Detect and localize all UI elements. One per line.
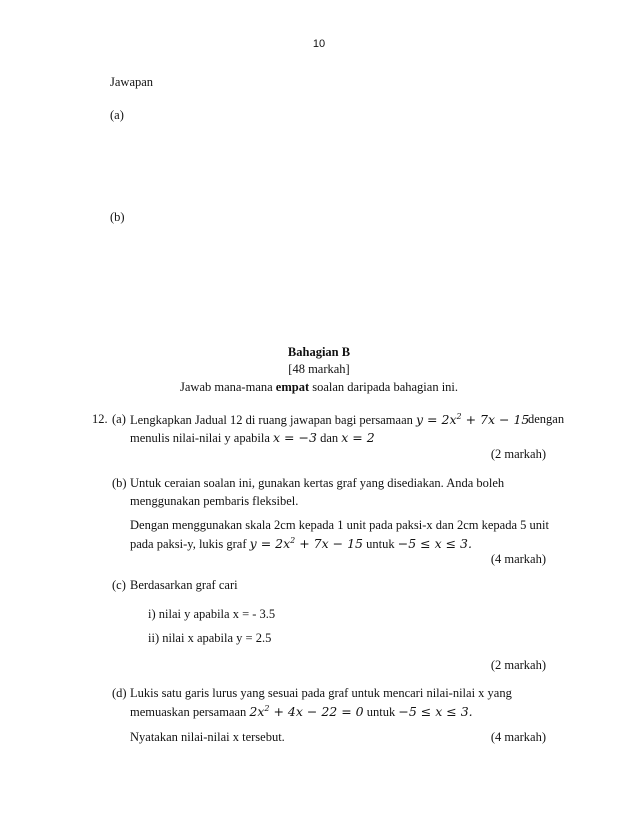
part-a-line1: [130, 412, 529, 428]
part-d-line2: [130, 704, 473, 720]
part-b-line4: [130, 536, 472, 552]
part-c-marks: (2 markah): [490, 658, 546, 672]
eq-lhs: y = 2x: [249, 536, 291, 551]
part-b-line3: Dengan menggunakan skala 2cm kepada 1 unit pada paksi-x dan 2cm kepada 5 unit: [130, 518, 549, 532]
part-a-label: (a): [112, 412, 126, 426]
part-a-dengan: dengan: [528, 412, 565, 426]
part-b-line4-text: pada paksi-y, lukis graf: [130, 537, 247, 551]
part-b-line1: Untuk ceraian soalan ini, gunakan kertas graf yang disediakan. Anda boleh: [130, 476, 505, 490]
eq-rhs: + 7x − 15: [295, 536, 363, 551]
answer-label: Jawapan: [110, 75, 154, 89]
untuk-word: untuk: [366, 537, 395, 551]
part-c-i: i) nilai y apabila x = - 3.5: [148, 607, 276, 621]
part-b-line2: menggunakan pembaris fleksibel.: [130, 494, 299, 508]
x-range: −5 ≤ x ≤ 3.: [398, 704, 473, 719]
page-number: 10: [312, 38, 326, 50]
part-c-ii: ii) nilai x apabila y = 2.5: [148, 631, 272, 645]
part-a-marks: (2 markah): [490, 447, 546, 461]
answer-part-a: (a): [110, 108, 124, 122]
section-title: Bahagian B: [287, 345, 351, 359]
eq-rhs: + 4x − 22 = 0: [269, 704, 364, 719]
eq-exp: 2: [264, 703, 270, 713]
part-b-label: (b): [112, 476, 127, 490]
part-a-line2: [130, 430, 375, 446]
section-marks: [48 markah]: [288, 362, 350, 376]
x-range: −5 ≤ x ≤ 3.: [397, 536, 472, 551]
eq-rhs: + 7x − 15: [461, 412, 530, 427]
answer-part-b: (b): [110, 210, 125, 224]
part-d-label: (d): [112, 686, 127, 700]
equation-y: [416, 412, 529, 427]
part-d-line1: Lukis satu garis lurus yang sesuai pada graf untuk mencari nilai-nilai x yang: [130, 686, 512, 700]
equation-line: [249, 704, 363, 719]
eq-lhs: y = 2x: [416, 412, 457, 427]
instruction-bold: empat: [275, 380, 310, 394]
instruction-pre: Jawab mana-mana: [180, 380, 273, 394]
question-number: 12.: [92, 412, 108, 426]
part-a-line2-text: menulis nilai-nilai y apabila: [130, 431, 270, 445]
eq-lhs: 2x: [249, 704, 265, 719]
and-word: dan: [320, 431, 339, 445]
part-c-label: (c): [112, 578, 126, 592]
part-b-marks: (4 markah): [490, 552, 546, 566]
equation-graph: [250, 536, 363, 551]
part-d-marks: (4 markah): [490, 730, 546, 744]
part-d-line2-text: memuaskan persamaan: [130, 705, 247, 719]
instruction-post: soalan daripada bahagian ini.: [312, 380, 459, 394]
x-value-1: x = −3: [273, 430, 317, 445]
untuk-word: untuk: [366, 705, 396, 719]
x-value-2: x = 2: [341, 430, 375, 445]
eq-exp: 2: [290, 535, 296, 545]
part-d-line3: Nyatakan nilai-nilai x tersebut.: [130, 730, 285, 744]
section-instruction: [180, 380, 458, 395]
part-a-text: Lengkapkan Jadual 12 di ruang jawapan bagi persamaan: [130, 413, 413, 427]
part-c-line1: Berdasarkan graf cari: [130, 578, 238, 592]
eq-exp: 2: [456, 411, 462, 421]
